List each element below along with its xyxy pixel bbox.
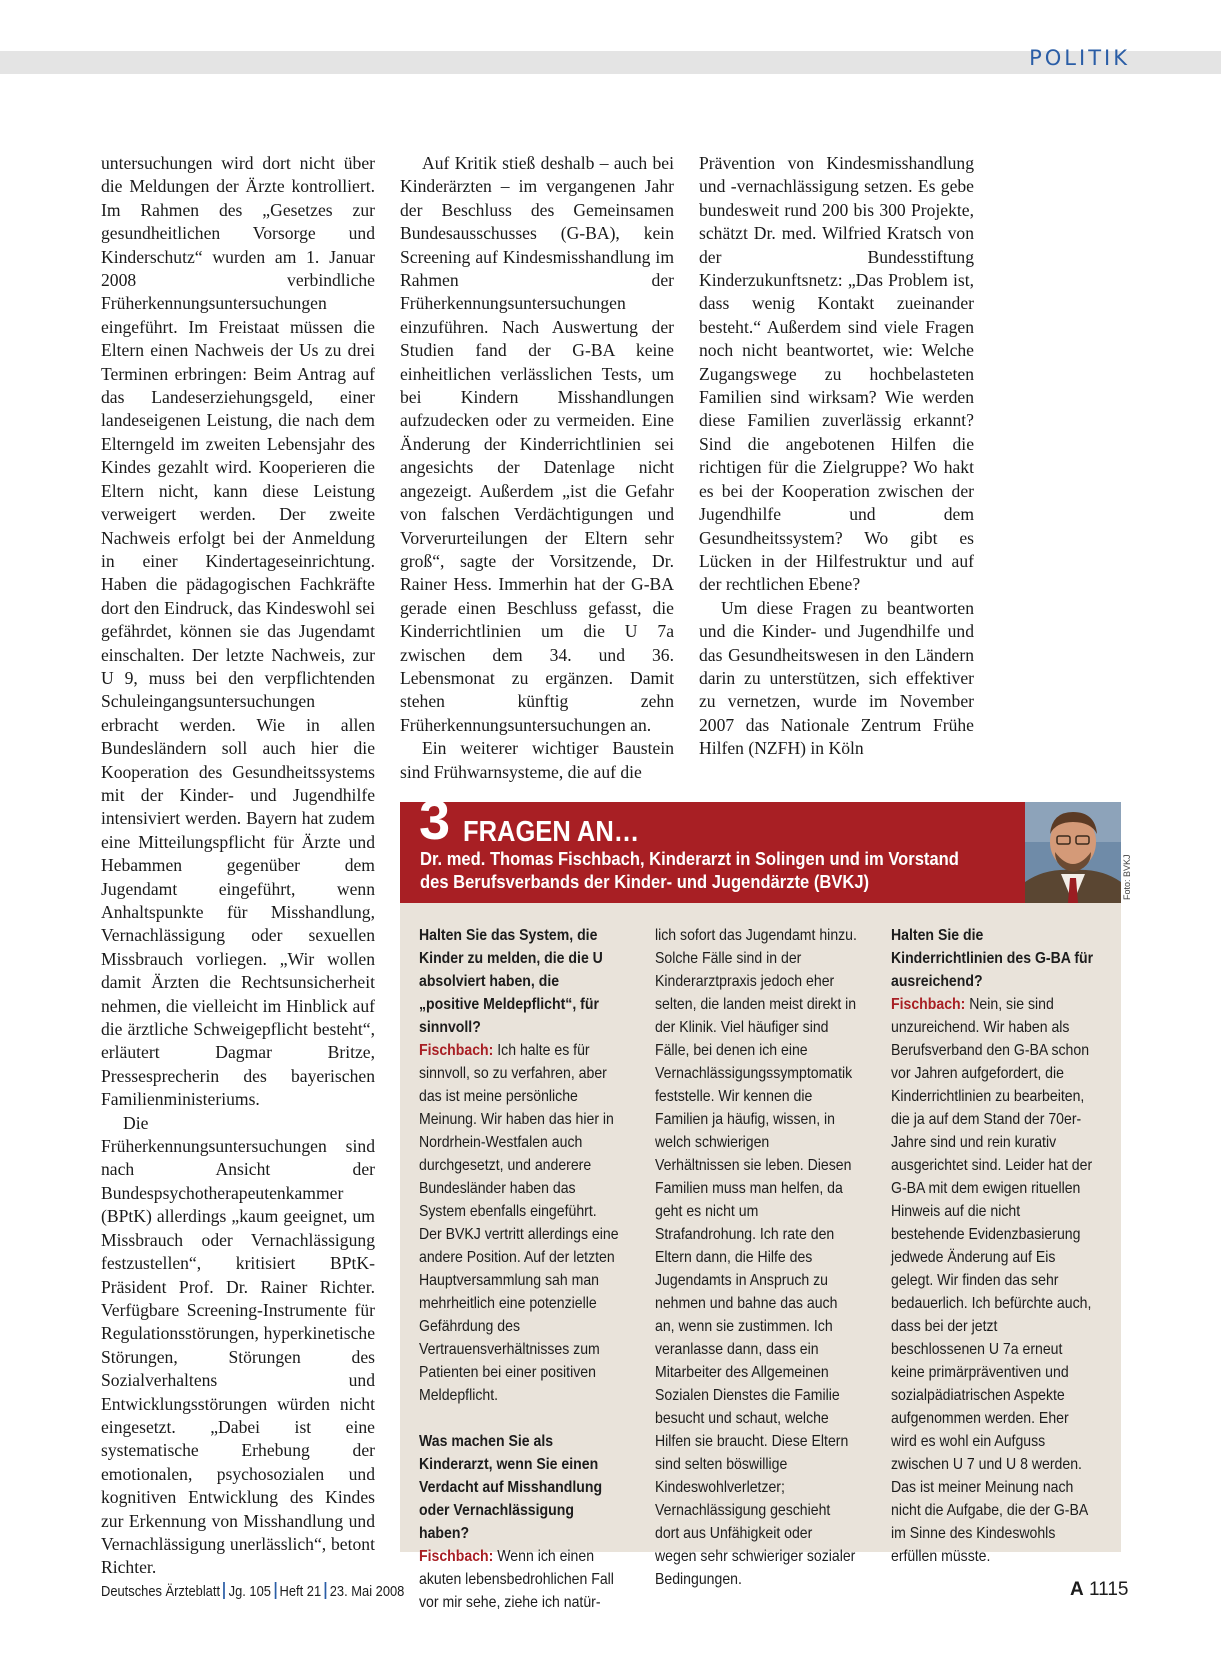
interview-title: FRAGEN AN… xyxy=(463,816,640,848)
journal-date: 23. Mai 2008 xyxy=(329,1583,405,1600)
journal-name: Deutsches Ärzteblatt xyxy=(101,1583,221,1600)
interview-answer xyxy=(419,1545,621,1614)
paragraph: Auf Kritik stieß deshalb – auch bei Kinderärzten – im vergangenen Jahr der Beschluss des Gemeinsamen Bundesausschusses (G-BA), kein Screening auf Kindesmisshandlung im Rahmen der Früherkennungsuntersuchungen einzuführen. Nach Auswertung der Studien fand der G-BA keine einheitlichen verlässlichen Tests, um bei Kindern Misshandlungen aufzudecken oder zu vermeiden. Eine Änderung der Kinderrichtlinien sei angesichts der Datenlage nicht angezeigt. Außerdem „ist die Gefahr von falschen Verdächtigungen und Vorverurteilungen der Eltern sehr groß“, sagte der Vorsitzende, Dr. Rainer Hess. Immerhin hat der G-BA gerade einen Beschluss gefasst, die Kinderrichtlinien um die U 7a zwischen dem 34. und 36. Lebensmonat zu ergänzen. Damit stehen künftig zehn Früherkennungsuntersuchungen an. xyxy=(400,153,674,735)
answer-text: Ich halte es für sinnvoll, so zu verfahren, aber das ist meine persönliche Meinung. Wir haben das hier in Nordrhein-Westfalen auch durchgesetzt, und anderere Bundesländer haben das System ebenfalls eingeführt. Der BVKJ vertritt allerdings eine andere Position. Auf der letzten Hauptversammlung sah man mehrheitlich eine potenzielle Gefährdung des Vertrauensverhältnisses zum Patienten bei einer positiven Meldepflicht. xyxy=(419,1042,619,1404)
journal-issue: Heft 21 xyxy=(279,1583,322,1600)
article-column-1 xyxy=(101,152,375,1580)
divider xyxy=(325,1582,327,1599)
interview-column-1 xyxy=(419,924,621,1614)
speaker-name: Fischbach: xyxy=(891,996,966,1013)
paragraph: Um diese Fragen zu beantworten und die Kinder- und Jugendhilfe und das Gesundheitswesen in den Ländern darin zu unterstützen, sich effektiver zu vernetzen, wurde im November 2007 das Nationale Zentrum Frühe Hilfen (NZFH) in Köln xyxy=(699,597,974,759)
interview-question: Halten Sie die Kinderrichtlinien des G-BA für ausreichend? xyxy=(891,927,1094,990)
interview-column-3 xyxy=(891,924,1093,1568)
divider xyxy=(274,1582,276,1599)
answer-text: Nein, sie sind unzureichend. Wir haben als Berufsverband den G-BA schon vor Jahren aufgefordert, die Kinderrichtlinien zu bearbeiten, die ja auf dem Stand der 70er-Jahre sind und rein kurativ ausgerichtet sind. Leider hat der G-BA mit dem ewigen rituellen Hinweis auf die nicht bestehende Evidenzbasierung jedwede Änderung auf Eis gelegt. Wir finden das sehr bedauerlich. Ich befürchte auch, dass bei der jetzt beschlossenen U 7a erneut keine primärpräventiven und sozialpädiatrischen Aspekte aufgenommen werden. Eher wird es wohl ein Aufguss zwischen U 7 und U 8 werden. Das ist meiner Meinung nach nicht die Aufgabe, die der G-BA im Sinne des Kindeswohls erfüllen müsste. xyxy=(891,996,1093,1565)
interview-answer xyxy=(419,1039,621,1407)
article-column-2 xyxy=(400,152,674,784)
interview-column-2 xyxy=(655,924,857,1591)
page-prefix: A xyxy=(1070,1579,1084,1600)
paragraph: Ein weiterer wichtiger Baustein sind Frühwarnsysteme, die auf die xyxy=(400,738,674,782)
speaker-name: Fischbach: xyxy=(419,1548,494,1565)
speaker-name: Fischbach: xyxy=(419,1042,494,1059)
paragraph: untersuchungen wird dort nicht über die Meldungen der Ärzte kontrolliert. Im Rahmen des „Gesetzes zur gesundheitlichen Vorsorge und Kinderschutz“ wurden am 1. Januar 2008 verbindliche Früherkennungsuntersuchungen eingeführt. Im Freistaat müssen die Eltern einen Nachweis der Us zu drei Terminen erbringen: Beim Antrag auf das Landeserziehungsgeld, einer landeseigenen Leistung, die nach dem Elterngeld im zweiten Lebensjahr des Kindes gezahlt wird. Kooperieren die Eltern nicht, kann diese Leistung verweigert werden. Der zweite Nachweis erfolgt bei der Anmeldung in einer Kindertageseinrichtung. Haben die pädagogischen Fachkräfte dort den Eindruck, das Kindeswohl sei gefährdet, können sie das Jugendamt einschalten. Der letzte Nachweis, zur U 9, muss bei den verpflichtenden Schuleingangsuntersuchungen erbracht werden. Wie in allen Bundesländern soll auch hier die Kooperation des Gesundheitssystems mit der Kinder- und Jugendhilfe intensiviert werden. Bayern hat zudem eine Mitteilungspflicht für Ärzte und Hebammen gegenüber dem Jugendamt eingeführt, wenn Anhaltspunkte für Misshandlung, Vernachlässigung oder sexuellen Missbrauch vorliegen. „Wir wollen damit Ärzten die Rechtsunsicherheit nehmen, die vielleicht im Hinblick auf die ärztliche Schweigepflicht besteht“, erläutert Dagmar Britze, Pressesprecherin des bayerischen Familienministeriums. xyxy=(101,153,375,1110)
interview-subtitle: Dr. med. Thomas Fischbach, Kinderarzt in Solingen und im Vorstand des Berufsverbands der Kinder- und Jugendärzte (BVKJ) xyxy=(420,849,959,892)
journal-volume: Jg. 105 xyxy=(228,1583,271,1600)
paragraph: Prävention von Kindesmisshandlung und -vernachlässigung setzen. Es gebe bundesweit rund 200 bis 300 Projekte, schätzt Dr. med. Wilfried Kratsch von der Bundesstiftung Kinderzukunftsnetz: „Das Problem ist, dass wenig Kontakt zueinander besteht.“ Außerdem sind viele Fragen noch nicht beantwortet, wie: Welche Zugangswege zu hochbelasteten Familien sind wirksam? Wie werden diese Familien zuverlässig erkannt? Sind die angebotenen Hilfen die richtigen für die Zielgruppe? Wo hakt es bei der Kooperation zwischen der Jugendhilfe und dem Gesundheitssystem? Wo gibt es Lücken in der Hilfestruktur und auf der rechtlichen Ebene? xyxy=(699,153,974,595)
interview-question: Was machen Sie als Kinderarzt, wenn Sie einen Verdacht auf Misshandlung oder Vernachlässigung haben? xyxy=(419,1433,603,1542)
footer-citation xyxy=(101,1582,404,1600)
portrait-photo xyxy=(1025,802,1121,903)
section-label: POLITIK xyxy=(1029,46,1130,70)
portrait-image xyxy=(1025,802,1121,903)
divider xyxy=(223,1582,225,1599)
photo-credit: Foto: BVKJ xyxy=(1122,854,1132,900)
paragraph: Die Früherkennungsuntersuchungen sind nach Ansicht der Bundespsychotherapeutenkammer (BPtK) allerdings „kaum geeignet, um Missbrauch oder Vernachlässigung festzustellen“, kritisiert BPtK-Präsident Prof. Dr. Rainer Richter. Verfügbare Screening-Instrumente für Regulationsstörungen, hyperkinetische Störungen, Störungen des Sozialverhaltens und Entwicklungsstörungen würden nicht eingesetzt. „Dabei ist eine systematische Erhebung der emotionalen, psychosozialen und kognitiven Entwicklung des Kindes zur Erkennung von Misshandlung und Vernachlässigung unerlässlich“, betont Richter. xyxy=(101,1112,375,1578)
page-number-value: 1115 xyxy=(1089,1579,1129,1600)
page-number xyxy=(1070,1579,1129,1601)
spacer xyxy=(419,1407,621,1430)
interview-question: Halten Sie das System, die Kinder zu melden, die die U absolviert haben, die „positive Meldepflicht“, für sinnvoll? xyxy=(419,927,603,1036)
answer-text: Wenn ich einen akuten lebensbedrohlichen Fall vor mir sehe, ziehe ich natür- xyxy=(419,1548,614,1611)
article-column-3 xyxy=(699,152,974,761)
interview-number: 3 xyxy=(419,788,451,851)
interview-answer: lich sofort das Jugendamt hinzu. Solche Fälle sind in der Kinderarztpraxis jedoch eher selten, die landen meist direkt in der Klinik. Viel häufiger sind Fälle, bei denen ich eine Vernachlässigungssymptomatik feststelle. Wir kennen die Familien ja häufig, wissen, in welch schwierigen Verhältnissen sie leben. Diesen Familien muss man helfen, da geht es nicht um Strafandrohung. Ich rate den Eltern dann, die Hilfe des Jugendamts in Anspruch zu nehmen und bahne das auch an, wenn sie zustimmen. Ich veranlasse dann, dass ein Mitarbeiter des Allgemeinen Sozialen Dienstes die Familie besucht und schaut, welche Hilfen sie braucht. Diese Eltern sind selten böswillige Kindeswohlverletzer; Vernachlässigung geschieht dort aus Unfähigkeit oder wegen sehr schwieriger sozialer Bedingungen. xyxy=(655,927,857,1588)
interview-answer xyxy=(891,993,1093,1568)
